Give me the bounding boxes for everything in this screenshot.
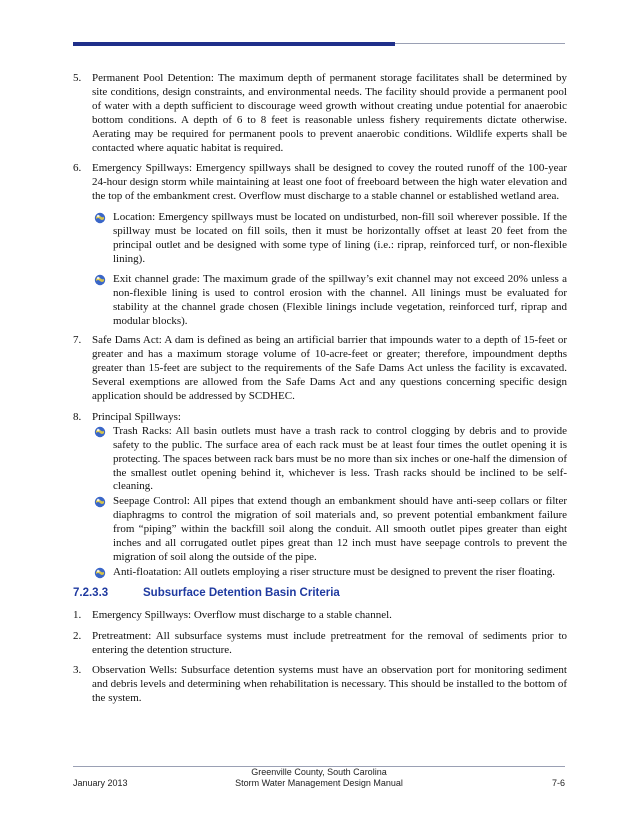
- list-item-text: Principal Spillways:: [92, 410, 181, 423]
- list-item-row: [73, 630, 567, 658]
- bullet-text: Anti-floatation: All outlets employing a riser structure must be designed to prevent the riser floating.: [113, 565, 556, 578]
- list-item-text: Observation Wells: Subsurface detention systems must have an observation port for monitoring sediment and debris levels and determining when rehabilitation is necessary. This should be installed to the bottom of the system.: [92, 664, 567, 705]
- section-title: Subsurface Detention Basin Criteria: [143, 586, 340, 599]
- globe-bullet-icon: [94, 495, 113, 565]
- page-content: [73, 72, 567, 713]
- list-item: [73, 664, 567, 706]
- list-item-body: [92, 609, 567, 623]
- bullet-item: [94, 211, 567, 267]
- list-item-number: 3.: [73, 664, 82, 677]
- list-item: [73, 162, 567, 328]
- bullet-text: Trash Racks: All basin outlets must have a trash rack to control clogging by debris and to provide safety to the public. The surface area of each rack must be at least four times the outlet opening it is protecting. The spaces between rack bars must be no more than six inches or one-half the dimension of the smallest outlet opening behind it, whichever is less. Trash racks should be inclined to be self-cleaning.: [113, 424, 567, 493]
- list-item: [73, 411, 567, 584]
- bullet-text: Seepage Control: All pipes that extend though an embankment should have anti-seep collars or filter diaphragms to control the migration of soil materials and, so prevent potential embankment failure from “piping” within the backfill soil along the conduit. All smooth outlet pipes greater than eight inches and all corrugated outlet pipes great than 12 inch must have seepage controls to prevent the migration of soil along the outside of the pipe.: [113, 495, 567, 563]
- footer-manual-title: Storm Water Management Design Manual: [235, 778, 403, 788]
- section-number: 7.2.3.3: [73, 586, 109, 599]
- list-item-row: [73, 664, 567, 706]
- list-item: [73, 609, 567, 623]
- list-item: [73, 630, 567, 658]
- list-item-row: [73, 72, 567, 155]
- list-item-number: 1.: [73, 608, 82, 621]
- list-item-text: Pretreatment: All subsurface systems must include pretreatment for the removal of sediments prior to entering the detention structure.: [92, 629, 567, 656]
- list-item-body: [92, 411, 567, 425]
- list-item-body: [92, 630, 567, 658]
- list-item-row: [73, 334, 567, 404]
- footer-date: January 2013: [73, 778, 128, 788]
- list-item: [73, 334, 567, 404]
- list-item-body: [92, 664, 567, 706]
- list-item: [73, 72, 567, 155]
- globe-bullet-icon: [94, 211, 113, 267]
- list-item-row: [73, 162, 567, 204]
- footer-org: Greenville County, South Carolina: [251, 767, 387, 777]
- bullet-text: Location: Emergency spillways must be located on undisturbed, non-fill soil wherever possible. If the spillway must be located on fill soils, then it must be horizontally offset at least 20 feet from the principal outlet and be designed with some type of lining (i.e.: riprap, reinforced turf, or non-flexible lining).: [113, 211, 567, 265]
- list-item-number: 2.: [73, 629, 82, 642]
- globe-bullet-icon: [94, 273, 113, 329]
- list-item-text: Permanent Pool Detention: The maximum depth of permanent storage facilitates shall be determined by site conditions, design constraints, and environmental needs. The facility should provide a permanent pool of water with a depth sufficient to discourage weed growth without creating undue potential for anaerobic bottom conditions. A depth of 6 to 8 feet is reasonable unless fishery requirements dictate otherwise. Aerating may be required for permanent pools to prevent anaerobic conditions. Wildlife experts shall be contacted where aquatic habitat is required.: [92, 72, 567, 154]
- bullet-item: [94, 273, 567, 329]
- bullet-item: [94, 495, 567, 565]
- list-item-row: [73, 411, 567, 425]
- bullet-item: [94, 566, 567, 584]
- bullet-list: [73, 425, 567, 584]
- header-accent-bar: [73, 42, 395, 46]
- footer-center: [73, 767, 565, 789]
- list-item-number: 7.: [73, 334, 82, 347]
- list-item-text: Emergency Spillways: Emergency spillways shall be designed to covey the routed runoff of the 100-year 24-hour design storm while maintaining at least one foot of freeboard between the high water elevation and the top of the embankment crest. Overflow must discharge to a stable channel or established wetland area.: [92, 162, 567, 203]
- bullet-item: [94, 425, 567, 495]
- list-item-row: [73, 609, 567, 623]
- globe-bullet-icon: [94, 425, 113, 495]
- section-heading: [73, 587, 567, 601]
- numbered-list-b: [73, 609, 567, 706]
- bullet-text: Exit channel grade: The maximum grade of the spillway’s exit channel may not exceed 20% unless a non-flexible lining is used to control erosion with the channel. All linings must be evaluated for stability at the channel grade chosen (Flexible linings include vegetation, reinforced turf, riprap and modular blocks).: [113, 272, 567, 327]
- list-item-number: 5.: [73, 72, 82, 84]
- bullet-list: [73, 211, 567, 328]
- list-item-body: [92, 334, 567, 404]
- list-item-text: Safe Dams Act: A dam is defined as being an artificial barrier that impounds water to a depth of 15-feet or greater and has a maximum storage volume of 10-acre-feet or greater; therefore, impoundment depths greater than 15-feet are subject to the requirements of the Safe Dams Act unless the facility is excavated. Several exemptions are allowed from the Safe Dams Act and any questions concerning specific design application should be addressed by SCDHEC.: [92, 334, 567, 403]
- list-item-body: [92, 162, 567, 204]
- list-item-number: 8.: [73, 410, 82, 423]
- list-item-text: Emergency Spillways: Overflow must discharge to a stable channel.: [92, 608, 392, 621]
- numbered-list-a: [73, 72, 567, 584]
- list-item-number: 6.: [73, 162, 82, 175]
- list-item-body: [92, 72, 567, 155]
- footer-page-number: 7-6: [551, 778, 565, 788]
- globe-bullet-icon: [94, 566, 113, 584]
